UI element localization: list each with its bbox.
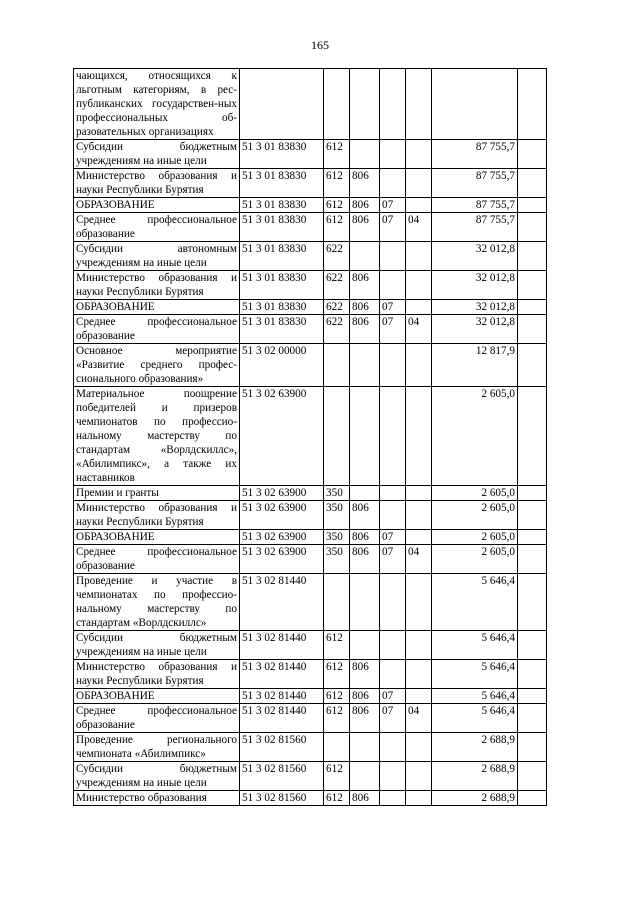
expense-type-cell: 612 bbox=[324, 660, 350, 689]
expense-type-cell: 612 bbox=[324, 704, 350, 733]
subsection-code-cell bbox=[406, 791, 432, 806]
target-code-cell: 51 3 02 63900 bbox=[240, 530, 324, 545]
section-code-cell: 07 bbox=[380, 530, 406, 545]
ministry-code-cell: 806 bbox=[350, 213, 380, 242]
expense-type-cell: 622 bbox=[324, 242, 350, 271]
target-code-cell: 51 3 02 63900 bbox=[240, 387, 324, 486]
ministry-code-cell bbox=[350, 242, 380, 271]
extra-empty-cell bbox=[518, 169, 547, 198]
item-name-cell: чающихся, относящихся к льготным категориям, в рес-публиканских государствен-ных профессиональных об-разовательных организациях bbox=[74, 69, 240, 140]
ministry-code-cell: 806 bbox=[350, 660, 380, 689]
target-code-cell: 51 3 02 81440 bbox=[240, 689, 324, 704]
extra-empty-cell bbox=[518, 242, 547, 271]
subsection-code-cell bbox=[406, 344, 432, 387]
ministry-code-cell: 806 bbox=[350, 300, 380, 315]
ministry-code-cell: 806 bbox=[350, 791, 380, 806]
ministry-code-cell bbox=[350, 69, 380, 140]
section-code-cell: 07 bbox=[380, 198, 406, 213]
item-name-cell: ОБРАЗОВАНИЕ bbox=[74, 530, 240, 545]
ministry-code-cell bbox=[350, 762, 380, 791]
item-name-cell: Премии и гранты bbox=[74, 486, 240, 501]
subsection-code-cell bbox=[406, 501, 432, 530]
table-row bbox=[74, 545, 547, 574]
target-code-cell: 51 3 02 81440 bbox=[240, 631, 324, 660]
item-name-cell: Среднее профессиональное образование bbox=[74, 315, 240, 344]
extra-empty-cell bbox=[518, 271, 547, 300]
extra-empty-cell bbox=[518, 704, 547, 733]
table-row bbox=[74, 387, 547, 486]
amount-cell: 5 646,4 bbox=[432, 704, 518, 733]
amount-cell: 87 755,7 bbox=[432, 140, 518, 169]
subsection-code-cell bbox=[406, 733, 432, 762]
table-row bbox=[74, 213, 547, 242]
section-code-cell bbox=[380, 574, 406, 631]
table-row bbox=[74, 574, 547, 631]
subsection-code-cell bbox=[406, 271, 432, 300]
section-code-cell bbox=[380, 387, 406, 486]
item-name-cell: Субсидии бюджетным учреждениям на иные цели bbox=[74, 140, 240, 169]
section-code-cell bbox=[380, 501, 406, 530]
section-code-cell bbox=[380, 660, 406, 689]
target-code-cell: 51 3 01 83830 bbox=[240, 198, 324, 213]
section-code-cell: 07 bbox=[380, 689, 406, 704]
table-row bbox=[74, 530, 547, 545]
amount-cell: 5 646,4 bbox=[432, 689, 518, 704]
subsection-code-cell bbox=[406, 689, 432, 704]
extra-empty-cell bbox=[518, 631, 547, 660]
table-row bbox=[74, 762, 547, 791]
section-code-cell bbox=[380, 486, 406, 501]
section-code-cell bbox=[380, 242, 406, 271]
amount-cell: 2 688,9 bbox=[432, 733, 518, 762]
subsection-code-cell bbox=[406, 631, 432, 660]
extra-empty-cell bbox=[518, 213, 547, 242]
ministry-code-cell: 806 bbox=[350, 271, 380, 300]
target-code-cell: 51 3 01 83830 bbox=[240, 300, 324, 315]
expense-type-cell: 350 bbox=[324, 486, 350, 501]
table-row bbox=[74, 704, 547, 733]
extra-empty-cell bbox=[518, 501, 547, 530]
subsection-code-cell bbox=[406, 762, 432, 791]
amount-cell: 12 817,9 bbox=[432, 344, 518, 387]
ministry-code-cell: 806 bbox=[350, 501, 380, 530]
amount-cell: 87 755,7 bbox=[432, 213, 518, 242]
subsection-code-cell bbox=[406, 660, 432, 689]
expense-type-cell bbox=[324, 69, 350, 140]
ministry-code-cell bbox=[350, 733, 380, 762]
extra-empty-cell bbox=[518, 574, 547, 631]
subsection-code-cell bbox=[406, 574, 432, 631]
expense-type-cell: 622 bbox=[324, 300, 350, 315]
extra-empty-cell bbox=[518, 530, 547, 545]
expense-type-cell: 350 bbox=[324, 545, 350, 574]
subsection-code-cell: 04 bbox=[406, 213, 432, 242]
ministry-code-cell: 806 bbox=[350, 689, 380, 704]
ministry-code-cell bbox=[350, 631, 380, 660]
extra-empty-cell bbox=[518, 762, 547, 791]
expense-type-cell: 612 bbox=[324, 169, 350, 198]
ministry-code-cell: 806 bbox=[350, 315, 380, 344]
expense-type-cell: 612 bbox=[324, 762, 350, 791]
extra-empty-cell bbox=[518, 689, 547, 704]
extra-empty-cell bbox=[518, 140, 547, 169]
item-name-cell: Министерство образования bbox=[74, 791, 240, 806]
ministry-code-cell: 806 bbox=[350, 169, 380, 198]
target-code-cell: 51 3 02 81560 bbox=[240, 733, 324, 762]
ministry-code-cell bbox=[350, 140, 380, 169]
target-code-cell: 51 3 02 63900 bbox=[240, 545, 324, 574]
ministry-code-cell: 806 bbox=[350, 530, 380, 545]
extra-empty-cell bbox=[518, 387, 547, 486]
target-code-cell: 51 3 01 83830 bbox=[240, 315, 324, 344]
table-row bbox=[74, 169, 547, 198]
extra-empty-cell bbox=[518, 315, 547, 344]
table-row bbox=[74, 733, 547, 762]
subsection-code-cell bbox=[406, 242, 432, 271]
subsection-code-cell bbox=[406, 530, 432, 545]
page-number: 165 bbox=[311, 38, 329, 52]
section-code-cell bbox=[380, 140, 406, 169]
item-name-cell: Среднее профессиональное образование bbox=[74, 704, 240, 733]
target-code-cell: 51 3 02 81560 bbox=[240, 791, 324, 806]
subsection-code-cell bbox=[406, 69, 432, 140]
target-code-cell: 51 3 02 81560 bbox=[240, 762, 324, 791]
expense-type-cell: 612 bbox=[324, 689, 350, 704]
expense-type-cell: 350 bbox=[324, 501, 350, 530]
subsection-code-cell: 04 bbox=[406, 545, 432, 574]
expense-type-cell: 350 bbox=[324, 530, 350, 545]
ministry-code-cell bbox=[350, 574, 380, 631]
item-name-cell: Субсидии автономным учреждениям на иные цели bbox=[74, 242, 240, 271]
extra-empty-cell bbox=[518, 198, 547, 213]
item-name-cell: Среднее профессиональное образование bbox=[74, 545, 240, 574]
extra-empty-cell bbox=[518, 660, 547, 689]
amount-cell: 5 646,4 bbox=[432, 574, 518, 631]
item-name-cell: ОБРАЗОВАНИЕ bbox=[74, 300, 240, 315]
table-row bbox=[74, 315, 547, 344]
section-code-cell: 07 bbox=[380, 315, 406, 344]
item-name-cell: Субсидии бюджетным учреждениям на иные цели bbox=[74, 762, 240, 791]
amount-cell: 5 646,4 bbox=[432, 660, 518, 689]
section-code-cell bbox=[380, 69, 406, 140]
subsection-code-cell bbox=[406, 486, 432, 501]
table-row bbox=[74, 631, 547, 660]
section-code-cell bbox=[380, 631, 406, 660]
ministry-code-cell: 806 bbox=[350, 545, 380, 574]
item-name-cell: Среднее профессиональное образование bbox=[74, 213, 240, 242]
item-name-cell: Материальное поощрение победителей и призеров чемпионатов по профессио-нальному мастерству по стандартам «Ворлдскиллс», «Абилимпикс», а также их наставников bbox=[74, 387, 240, 486]
target-code-cell: 51 3 02 81440 bbox=[240, 704, 324, 733]
section-code-cell: 07 bbox=[380, 704, 406, 733]
extra-empty-cell bbox=[518, 791, 547, 806]
amount-cell: 2 688,9 bbox=[432, 762, 518, 791]
expense-type-cell: 612 bbox=[324, 140, 350, 169]
subsection-code-cell bbox=[406, 387, 432, 486]
ministry-code-cell: 806 bbox=[350, 704, 380, 733]
item-name-cell: Министерство образования и науки Республики Бурятия bbox=[74, 169, 240, 198]
item-name-cell: Проведение регионального чемпионата «Абилимпикс» bbox=[74, 733, 240, 762]
target-code-cell: 51 3 02 81440 bbox=[240, 574, 324, 631]
target-code-cell bbox=[240, 69, 324, 140]
expense-type-cell bbox=[324, 387, 350, 486]
section-code-cell bbox=[380, 271, 406, 300]
amount-cell: 32 012,8 bbox=[432, 300, 518, 315]
amount-cell: 32 012,8 bbox=[432, 271, 518, 300]
section-code-cell bbox=[380, 733, 406, 762]
table-row bbox=[74, 198, 547, 213]
amount-cell: 2 605,0 bbox=[432, 501, 518, 530]
amount-cell: 2 605,0 bbox=[432, 530, 518, 545]
target-code-cell: 51 3 02 81440 bbox=[240, 660, 324, 689]
subsection-code-cell: 04 bbox=[406, 315, 432, 344]
item-name-cell: Проведение и участие в чемпионатах по профессио-нальному мастерству по стандартам «Ворлдскиллс» bbox=[74, 574, 240, 631]
amount-cell: 87 755,7 bbox=[432, 169, 518, 198]
extra-empty-cell bbox=[518, 300, 547, 315]
table-row bbox=[74, 140, 547, 169]
expense-type-cell bbox=[324, 344, 350, 387]
target-code-cell: 51 3 01 83830 bbox=[240, 213, 324, 242]
ministry-code-cell bbox=[350, 486, 380, 501]
amount-cell: 2 605,0 bbox=[432, 387, 518, 486]
item-name-cell: Министерство образования и науки Республики Бурятия bbox=[74, 660, 240, 689]
target-code-cell: 51 3 02 63900 bbox=[240, 486, 324, 501]
expense-type-cell bbox=[324, 733, 350, 762]
expense-type-cell bbox=[324, 574, 350, 631]
budget-table bbox=[73, 68, 547, 806]
extra-empty-cell bbox=[518, 486, 547, 501]
expense-type-cell: 612 bbox=[324, 198, 350, 213]
subsection-code-cell bbox=[406, 140, 432, 169]
table-row bbox=[74, 501, 547, 530]
expense-type-cell: 612 bbox=[324, 791, 350, 806]
amount-cell: 87 755,7 bbox=[432, 198, 518, 213]
expense-type-cell: 622 bbox=[324, 315, 350, 344]
table-row bbox=[74, 660, 547, 689]
extra-empty-cell bbox=[518, 545, 547, 574]
subsection-code-cell bbox=[406, 198, 432, 213]
target-code-cell: 51 3 01 83830 bbox=[240, 169, 324, 198]
table-row bbox=[74, 242, 547, 271]
section-code-cell bbox=[380, 791, 406, 806]
extra-empty-cell bbox=[518, 344, 547, 387]
table-row bbox=[74, 271, 547, 300]
item-name-cell: Министерство образования и науки Республики Бурятия bbox=[74, 271, 240, 300]
item-name-cell: Основное мероприятие «Развитие среднего профес-сионального образования» bbox=[74, 344, 240, 387]
section-code-cell bbox=[380, 762, 406, 791]
target-code-cell: 51 3 01 83830 bbox=[240, 140, 324, 169]
extra-empty-cell bbox=[518, 69, 547, 140]
expense-type-cell: 612 bbox=[324, 631, 350, 660]
item-name-cell: ОБРАЗОВАНИЕ bbox=[74, 689, 240, 704]
extra-empty-cell bbox=[518, 733, 547, 762]
table-row bbox=[74, 300, 547, 315]
amount-cell bbox=[432, 69, 518, 140]
ministry-code-cell: 806 bbox=[350, 198, 380, 213]
amount-cell: 2 688,9 bbox=[432, 791, 518, 806]
section-code-cell bbox=[380, 169, 406, 198]
section-code-cell bbox=[380, 344, 406, 387]
item-name-cell: ОБРАЗОВАНИЕ bbox=[74, 198, 240, 213]
section-code-cell: 07 bbox=[380, 545, 406, 574]
target-code-cell: 51 3 01 83830 bbox=[240, 242, 324, 271]
amount-cell: 32 012,8 bbox=[432, 242, 518, 271]
table-row bbox=[74, 791, 547, 806]
table-row bbox=[74, 689, 547, 704]
expense-type-cell: 622 bbox=[324, 271, 350, 300]
ministry-code-cell bbox=[350, 344, 380, 387]
target-code-cell: 51 3 01 83830 bbox=[240, 271, 324, 300]
table-row bbox=[74, 69, 547, 140]
section-code-cell: 07 bbox=[380, 213, 406, 242]
amount-cell: 32 012,8 bbox=[432, 315, 518, 344]
subsection-code-cell bbox=[406, 169, 432, 198]
expense-type-cell: 612 bbox=[324, 213, 350, 242]
section-code-cell: 07 bbox=[380, 300, 406, 315]
amount-cell: 5 646,4 bbox=[432, 631, 518, 660]
item-name-cell: Субсидии бюджетным учреждениям на иные цели bbox=[74, 631, 240, 660]
target-code-cell: 51 3 02 00000 bbox=[240, 344, 324, 387]
table-row bbox=[74, 486, 547, 501]
target-code-cell: 51 3 02 63900 bbox=[240, 501, 324, 530]
amount-cell: 2 605,0 bbox=[432, 545, 518, 574]
subsection-code-cell: 04 bbox=[406, 704, 432, 733]
amount-cell: 2 605,0 bbox=[432, 486, 518, 501]
table-row bbox=[74, 344, 547, 387]
subsection-code-cell bbox=[406, 300, 432, 315]
budget-table-body bbox=[74, 69, 547, 806]
ministry-code-cell bbox=[350, 387, 380, 486]
item-name-cell: Министерство образования и науки Республики Бурятия bbox=[74, 501, 240, 530]
